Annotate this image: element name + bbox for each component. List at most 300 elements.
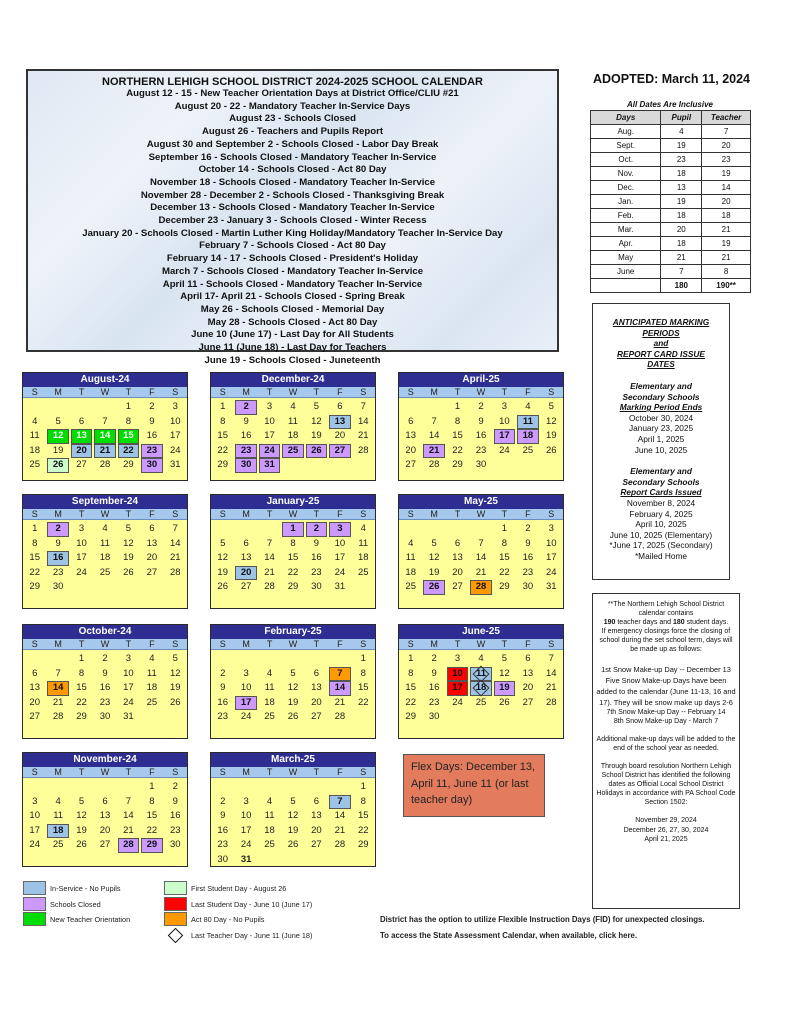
orientation-swatch (23, 912, 46, 926)
day-cell: 18 (29, 444, 40, 456)
empty-cell (71, 400, 92, 415)
marking-heading-4: REPORT CARD ISSUE (617, 348, 705, 359)
weekday-label: T (313, 639, 320, 649)
day-cell: 23 (99, 696, 111, 708)
empty-cell (235, 652, 256, 667)
event-line: June 19 - Schools Closed - Juneteenth (204, 354, 381, 366)
day-cell: 27 (452, 581, 463, 592)
day-cell: 10 (447, 667, 468, 682)
event-line: April 17- April 21 - Schools Closed - Spring Break (180, 291, 405, 303)
day-cell: 8 (408, 667, 414, 679)
day-cell: 20 (522, 682, 534, 693)
day-cell: 25 (282, 444, 303, 459)
day-cell: 14 (475, 552, 487, 563)
day-cell: 28 (334, 711, 346, 722)
weekday-label: W (288, 639, 298, 649)
day-cell: 14 (329, 681, 350, 696)
day-cell: 6 (243, 537, 249, 549)
day-cell: 22 (146, 824, 158, 836)
day-cell: 8 (290, 537, 296, 549)
day-cell: 18 (287, 430, 299, 441)
first-day-swatch (164, 881, 187, 895)
day-cell: 28 (264, 581, 275, 592)
notes-emergency: If emergency closings force the closing of school during the set school term, days will be made up as follows: (599, 628, 733, 654)
day-cell: 5 (125, 523, 132, 534)
day-cell: 30 (217, 853, 228, 865)
day-cell: 15 (146, 810, 158, 821)
weekday-label: T (266, 767, 273, 777)
month-cell: Oct. (591, 153, 661, 167)
weekday-label: F (149, 509, 155, 519)
day-cell: 27 (146, 566, 158, 578)
day-grid (399, 520, 563, 595)
month-calendar-october-24 (22, 624, 188, 739)
day-cell: 10 (123, 667, 134, 679)
day-cell: 13 (311, 810, 322, 821)
day-cell: 18 (99, 552, 111, 563)
day-cell: 8 (125, 415, 132, 427)
day-cell: 21 (123, 824, 134, 836)
event-line: August 12 - 15 - New Teacher Orientation Days at District Office/CLIU #21 (126, 88, 459, 99)
day-cell: 28 (169, 566, 181, 578)
day-cell: 8 (78, 667, 85, 679)
day-grid (211, 650, 375, 725)
day-cell: 25 (264, 711, 275, 722)
teacher-days-cell: 14 (702, 181, 751, 195)
teacher-days-cell: 18 (702, 209, 751, 223)
day-cell: 26 (76, 839, 87, 850)
days-table-row (591, 139, 751, 153)
notes-additional: Additional make-up days will be added to the end of the school year as needed. (596, 735, 736, 752)
totals-label (591, 279, 661, 293)
day-cell: 31 (169, 459, 181, 470)
pupil-days-cell: 13 (661, 181, 702, 195)
notes-board: Through board resolution Northern Lehigh School District has identified the following dates as Official Local School District Holidays in accordance with PA School Code Section 1502: (596, 762, 736, 807)
day-cell: 4 (266, 667, 273, 679)
empty-cell (47, 780, 68, 795)
day-cell: 24 (240, 839, 252, 850)
month-cell: Jan. (591, 195, 661, 209)
day-cell: 20 (235, 566, 256, 581)
day-cell: 6 (313, 795, 320, 807)
day-cell: 2 (220, 667, 226, 679)
day-cell: 19 (311, 430, 322, 441)
event-line: August 23 - Schools Closed (229, 113, 356, 125)
day-cell: 13 (240, 552, 252, 563)
diamond-icon (472, 680, 489, 697)
day-cell: 7 (329, 795, 350, 810)
month-title: November-24 (23, 753, 187, 767)
day-cell: 15 (287, 552, 299, 563)
day-cell: 27 (76, 459, 87, 470)
day-cell: 4 (266, 795, 273, 807)
day-cell: 1 (360, 781, 366, 792)
weekday-label: S (219, 639, 226, 649)
day-cell: 13 (99, 810, 111, 821)
day-cell: 18 (47, 824, 68, 839)
legend-label: Last Teacher Day - June 11 (June 18) (191, 930, 313, 940)
day-cell: 16 (217, 824, 228, 836)
day-cell: 6 (337, 401, 343, 412)
day-cell: 15 (405, 682, 416, 693)
day-cell: 25 (29, 459, 40, 470)
weekday-label: T (78, 639, 85, 649)
weekday-label: S (172, 509, 179, 519)
day-cell: 20 (146, 552, 158, 563)
day-cell: 16 (428, 682, 440, 693)
day-cell: 26 (287, 711, 299, 722)
month-cell: Dec. (591, 181, 661, 195)
month-cell: June (591, 265, 661, 279)
day-cell: 21 (334, 696, 346, 708)
day-cell: 2 (306, 522, 327, 537)
day-cell: 19 (287, 824, 299, 836)
day-cell: 17 (169, 430, 181, 441)
day-cell: 28 (357, 444, 369, 456)
holiday-2: December 26, 27, 30, 2024 (623, 826, 709, 834)
empty-cell (306, 652, 327, 667)
days-table-row (591, 223, 751, 237)
day-cell: 7 (478, 537, 484, 549)
day-cell: 23 (217, 711, 228, 722)
month-cell: Sept. (591, 139, 661, 153)
notes-snow-7: 7th Snow Make-up Day -- February 14 (606, 708, 726, 716)
event-line: October 14 - Schools Closed - Act 80 Day (198, 164, 387, 176)
day-cell: 11 (100, 537, 110, 549)
day-cell: 4 (478, 653, 484, 664)
day-cell: 3 (266, 401, 273, 412)
date-line: January 23, 2025 (628, 423, 694, 434)
notes-intro (596, 600, 736, 627)
day-cell: 3 (548, 523, 554, 534)
day-cell: 28 (334, 839, 346, 850)
pupil-days-cell: 20 (661, 223, 702, 237)
day-cell: 31 (545, 581, 557, 592)
day-cell: 17 (264, 430, 275, 441)
day-cell: 11 (288, 415, 298, 427)
notes-intro-text: **The Northern Lehigh School District calendar contains (607, 601, 725, 618)
day-cell: 29 (405, 711, 416, 722)
teacher-days-cell: 19 (702, 237, 751, 251)
day-cell: 27 (522, 696, 534, 708)
day-cell: 10 (240, 810, 252, 821)
event-line: December 23 - January 3 - Schools Closed - Winter Recess (158, 215, 427, 227)
day-cell: 21 (545, 682, 557, 693)
day-cell: 19 (169, 682, 181, 693)
weekday-label: F (337, 387, 343, 397)
day-cell: 5 (431, 537, 437, 549)
day-cell: 17 (494, 429, 515, 444)
empty-cell (470, 522, 491, 537)
student-days-count: 180 (673, 619, 685, 627)
day-cell: 12 (169, 667, 181, 679)
day-cell: 30 (169, 839, 181, 850)
day-cell: 26 (217, 581, 228, 592)
days-table-row (591, 195, 751, 209)
day-cell: 17 (334, 552, 346, 563)
event-line: May 26 - Schools Closed - Memorial Day (200, 303, 385, 315)
weekday-label: M (54, 387, 62, 397)
month-calendar-january-25 (210, 494, 376, 609)
day-cell: 12 (287, 682, 299, 693)
date-line: November 8, 2024 (626, 497, 696, 508)
day-cell: 1 (32, 523, 38, 534)
flex-days-note: Flex Days: December 13, April 11, June 11 (or last teacher day) (403, 754, 545, 817)
day-cell: 3 (32, 795, 38, 807)
day-cell: 11 (29, 430, 40, 441)
weekday-label: S (360, 639, 367, 649)
diamond-icon (168, 927, 184, 943)
adopted-date: ADOPTED: March 11, 2024 (593, 72, 751, 86)
empty-cell (329, 652, 350, 667)
day-cell: 9 (313, 537, 320, 549)
day-cell: 11 (358, 537, 369, 549)
day-cell: 12 (545, 415, 557, 427)
legend-label: Last Student Day - June 10 (June 17) (191, 899, 313, 909)
events-list (28, 88, 557, 367)
weekday-label: W (476, 387, 486, 397)
day-cell: 29 (499, 581, 510, 592)
day-cell: 20 (452, 566, 463, 578)
day-cell: 4 (360, 523, 366, 534)
month-calendar-june-25 (398, 624, 564, 739)
weekday-label: F (149, 387, 155, 397)
day-cell: 24 (76, 566, 87, 578)
weekday-label: W (100, 509, 110, 519)
day-cell: 12 (428, 552, 440, 563)
weekday-label: M (54, 509, 62, 519)
day-cell: 31 (259, 458, 280, 473)
weekday-label: T (78, 767, 85, 777)
weekday-label: T (266, 509, 273, 519)
teacher-days-cell: 21 (702, 223, 751, 237)
event-line: June 10 (June 17) - Last Day for All Students (191, 329, 394, 341)
closed-swatch (23, 897, 46, 911)
day-cell: 16 (47, 551, 68, 566)
day-cell: 12 (123, 537, 134, 549)
weekday-label: W (288, 767, 298, 777)
day-cell: 14 (169, 537, 181, 549)
day-cell: 5 (220, 537, 226, 549)
day-cell: 13 (452, 552, 463, 563)
day-cell: 25 (357, 566, 369, 578)
days-table-row (591, 167, 751, 181)
weekday-label: S (219, 509, 226, 519)
day-cell: 7 (125, 795, 132, 807)
day-cell: 10 (264, 415, 275, 427)
event-line: June 11 (June 18) - Last Day for Teachers (198, 342, 387, 354)
day-cell: 10 (499, 415, 510, 427)
header-teacher: Teacher (702, 111, 751, 125)
section2-title-2: Secondary Schools (622, 476, 700, 487)
day-cell: 24 (169, 444, 181, 456)
day-cell: 28 (545, 696, 557, 708)
day-cell: 15 (76, 682, 87, 693)
empty-cell (400, 400, 421, 415)
report-card-dates (593, 498, 729, 562)
empty-cell (47, 400, 68, 415)
weekday-label: S (548, 387, 555, 397)
weekday-label: T (125, 767, 132, 777)
empty-cell (212, 522, 233, 537)
day-cell: 13 (311, 682, 322, 693)
empty-cell (212, 780, 233, 795)
days-table-row (591, 209, 751, 223)
weekday-label: S (172, 387, 179, 397)
day-cell: 3 (243, 795, 249, 807)
inservice-swatch (23, 881, 46, 895)
day-cell: 15 (29, 552, 40, 563)
day-cell: 17 (76, 552, 87, 563)
day-cell: 6 (149, 523, 155, 534)
calendar-title: NORTHERN LEHIGH SCHOOL DISTRICT 2024-2025 SCHOOL CALENDAR (102, 76, 483, 88)
weekday-label: S (407, 639, 414, 649)
weekday-label: S (548, 639, 555, 649)
day-cell: 25 (99, 566, 111, 578)
day-cell: 26 (499, 696, 510, 708)
days-table-row (591, 125, 751, 139)
day-cell: 3 (329, 522, 350, 537)
teacher-days-cell: 19 (702, 167, 751, 181)
weekday-header (211, 767, 375, 778)
day-cell: 19 (217, 566, 228, 578)
day-cell: 16 (169, 810, 181, 821)
day-cell: 1 (282, 522, 303, 537)
notes-snow-8: 8th Snow Make-up Day - March 7 (613, 717, 719, 725)
fid-note: District has the option to utilize Flexible Instruction Days (FID) for unexpected closings. (380, 915, 705, 924)
weekday-label: T (78, 387, 85, 397)
event-line: April 11 - Schools Closed - Mandatory Teacher In-Service (162, 278, 423, 290)
day-cell: 16 (99, 682, 111, 693)
date-line: April 1, 2025 (637, 433, 685, 444)
day-cell: 23 (52, 566, 64, 578)
day-cell: 6 (78, 415, 85, 427)
date-line: *June 17, 2025 (Secondary) (609, 540, 713, 551)
legend-label: First Student Day - August 26 (191, 883, 287, 893)
day-cell: 26 (123, 566, 134, 578)
day-cell: 15 (452, 430, 463, 441)
empty-cell (235, 780, 256, 795)
weekday-label: S (360, 767, 367, 777)
empty-cell (71, 780, 92, 795)
day-grid (23, 778, 187, 853)
day-cell: 14 (123, 810, 134, 821)
weekday-header (399, 639, 563, 650)
day-cell: 3 (243, 667, 249, 679)
day-cell: 11 (53, 810, 64, 821)
teacher-days-cell: 7 (702, 125, 751, 139)
empty-cell (329, 780, 350, 795)
pupil-days-cell: 19 (661, 195, 702, 209)
month-title: May-25 (399, 495, 563, 509)
day-cell: 8 (360, 667, 366, 679)
teacher-days-cell: 20 (702, 195, 751, 209)
day-cell: 24 (259, 444, 280, 459)
day-cell: 19 (545, 430, 557, 441)
days-table-row (591, 153, 751, 167)
section1-subtitle: Marking Period Ends (619, 402, 703, 413)
month-title: June-25 (399, 625, 563, 639)
day-cell: 9 (243, 415, 249, 427)
day-cell: 7 (360, 401, 366, 412)
act80-swatch (164, 912, 187, 926)
marking-heading-5: DATES (647, 359, 675, 370)
weekday-label: W (100, 639, 110, 649)
day-cell: 3 (454, 653, 461, 664)
day-cell: 3 (501, 401, 508, 412)
day-cell: 19 (494, 681, 515, 696)
empty-cell (24, 400, 45, 415)
day-cell: 14 (264, 552, 275, 563)
legend-orientation (23, 912, 130, 926)
weekday-label: F (525, 639, 531, 649)
weekday-label: F (149, 767, 155, 777)
day-cell: 25 (52, 839, 64, 850)
assessment-calendar-link[interactable]: To access the State Assessment Calendar, when available, click here. (380, 931, 637, 940)
day-cell: 12 (76, 810, 87, 821)
day-cell: 7 (55, 667, 61, 679)
month-cell: Apr. (591, 237, 661, 251)
event-line: January 20 - Schools Closed - Martin Luther King Holiday/Mandatory Teacher In-Service Day (82, 227, 503, 239)
weekday-label: F (525, 509, 531, 519)
marking-heading-2: PERIODS (642, 327, 680, 338)
day-cell: 15 (217, 430, 228, 441)
month-title: February-25 (211, 625, 375, 639)
day-cell: 2 (47, 522, 68, 537)
day-cell: 4 (102, 523, 108, 534)
day-cell: 18 (146, 682, 158, 693)
day-cell: 8 (454, 415, 461, 427)
day-cell: 26 (47, 458, 68, 473)
weekday-label: M (242, 509, 250, 519)
day-cell: 24 (452, 696, 463, 708)
day-cell: 11 (264, 682, 275, 693)
notes-intro-text-2: teacher days and (615, 619, 673, 627)
weekday-label: S (31, 639, 38, 649)
weekday-label: F (337, 509, 343, 519)
weekday-label: F (525, 387, 531, 397)
day-cell: 27 (329, 444, 350, 459)
day-cell: 21 (169, 552, 181, 563)
day-grid (23, 398, 187, 473)
empty-cell (259, 522, 280, 537)
weekday-label: M (430, 639, 438, 649)
day-cell: 20 (311, 824, 322, 836)
holiday-3: April 21, 2025 (644, 835, 688, 843)
day-cell: 29 (287, 581, 299, 592)
day-grid (399, 650, 563, 725)
month-cell: May (591, 251, 661, 265)
month-cell: Feb. (591, 209, 661, 223)
day-cell: 4 (32, 415, 38, 427)
pupil-days-cell: 19 (661, 139, 702, 153)
header-days: Days (591, 111, 661, 125)
weekday-label: T (454, 387, 461, 397)
days-table-header (591, 111, 751, 125)
event-line: August 30 and September 2 - Schools Closed - Labor Day Break (146, 138, 439, 150)
weekday-label: T (454, 639, 461, 649)
date-line: *Mailed Home (634, 550, 688, 561)
day-cell: 1 (360, 653, 366, 664)
empty-cell (212, 652, 233, 667)
weekday-label: T (78, 509, 85, 519)
day-cell: 29 (217, 459, 228, 470)
weekday-label: M (54, 767, 62, 777)
day-cell: 24 (240, 711, 252, 722)
day-grid (211, 778, 375, 867)
day-cell: 26 (169, 696, 181, 708)
day-cell: 12 (499, 667, 510, 679)
